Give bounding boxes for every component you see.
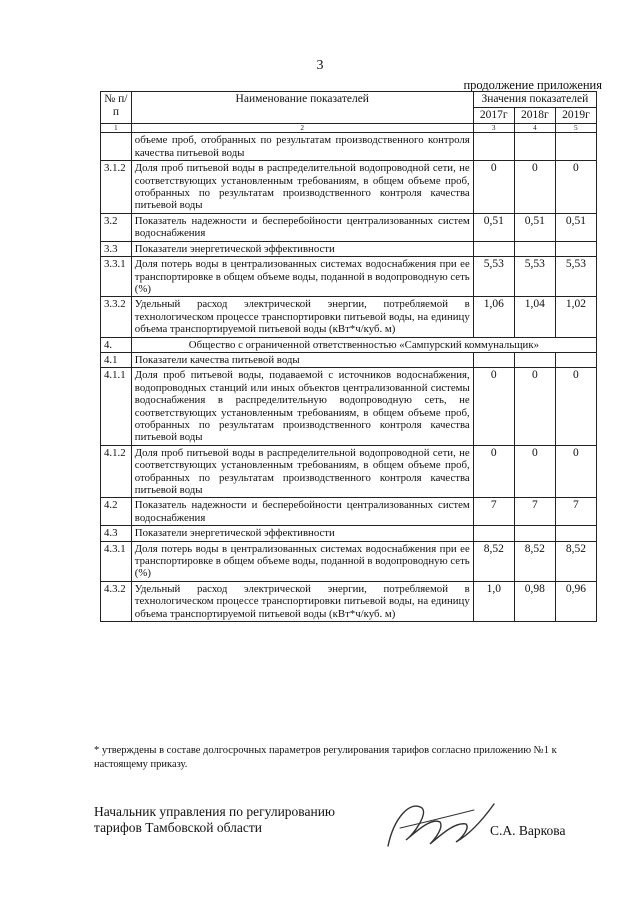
position-line: Начальник управления по регулированию bbox=[94, 804, 336, 819]
value-2017: 1,0 bbox=[473, 581, 514, 621]
handwritten-signature bbox=[370, 788, 510, 858]
value-2018 bbox=[514, 133, 555, 161]
indicator-name: Доля потерь воды в централизованных системах водоснабжения при ее транспортировке в общем объеме воды, поданной в водопроводную сеть (%) bbox=[131, 257, 473, 297]
indicator-name: Удельный расход электрической энергии, потребляемой в технологическом процессе транспортировки питьевой воды, на единицу объема транспортируемой питьевой воды (кВт*ч/куб. м) bbox=[131, 297, 473, 337]
value-2018: 8,52 bbox=[514, 541, 555, 581]
value-2019: 0,51 bbox=[555, 213, 596, 241]
table-section-row bbox=[101, 337, 597, 352]
value-2017 bbox=[473, 241, 514, 256]
column-index: 1 bbox=[101, 124, 132, 133]
value-2019: 0 bbox=[555, 445, 596, 498]
value-2018: 0,51 bbox=[514, 213, 555, 241]
page-number: 3 bbox=[316, 58, 324, 73]
value-2017: 0 bbox=[473, 161, 514, 214]
table-row bbox=[101, 581, 597, 621]
signatory-position bbox=[94, 804, 335, 835]
row-number: 3.1.2 bbox=[101, 161, 132, 214]
table-row bbox=[101, 257, 597, 297]
table-row bbox=[101, 297, 597, 337]
table-row bbox=[101, 526, 597, 541]
footnote: * утверждены в составе долгосрочных параметров регулирования тарифов согласно приложению №1 к настоящему приказу. bbox=[94, 745, 557, 770]
value-2018: 0 bbox=[514, 161, 555, 214]
row-number: 4. bbox=[101, 337, 132, 352]
value-2019: 5,53 bbox=[555, 257, 596, 297]
header-name: Наименование показателей bbox=[131, 92, 473, 124]
table-row bbox=[101, 368, 597, 445]
table-row bbox=[101, 498, 597, 526]
indicator-name: Доля проб питьевой воды в распределительной водопроводной сети, не соответствующих установленным требованиям, в общем объеме проб, отобранных по результатам производственного контроля качества питьевой воды bbox=[131, 161, 473, 214]
value-2018: 7 bbox=[514, 498, 555, 526]
value-2019: 1,02 bbox=[555, 297, 596, 337]
value-2019 bbox=[555, 241, 596, 256]
indicator-name: Показатели энергетической эффективности bbox=[131, 241, 473, 256]
position-line: тарифов Тамбовской области bbox=[94, 819, 262, 835]
value-2019: 7 bbox=[555, 498, 596, 526]
organization-section-title: Общество с ограниченной ответственностью «Сампурский коммунальщик» bbox=[131, 337, 596, 352]
value-2019: 0 bbox=[555, 161, 596, 214]
row-number: 4.1.1 bbox=[101, 368, 132, 445]
value-2018 bbox=[514, 526, 555, 541]
indicators-table bbox=[100, 91, 597, 622]
row-number: 4.1 bbox=[101, 352, 132, 367]
indicator-name: объеме проб, отобранных по результатам производственного контроля качества питьевой воды bbox=[131, 133, 473, 161]
indicator-name: Показатель надежности и бесперебойности централизованных систем водоснабжения bbox=[131, 498, 473, 526]
header-num: № п/п bbox=[101, 92, 132, 124]
value-2017: 8,52 bbox=[473, 541, 514, 581]
column-index: 2 bbox=[131, 124, 473, 133]
row-number: 3.3.2 bbox=[101, 297, 132, 337]
indicator-name: Удельный расход электрической энергии, потребляемой в технологическом процессе транспортировки питьевой воды, на единицу объема транспортируемой питьевой воды (кВт*ч/куб. м) bbox=[131, 581, 473, 621]
value-2018: 1,04 bbox=[514, 297, 555, 337]
value-2017 bbox=[473, 526, 514, 541]
table-row bbox=[101, 161, 597, 214]
value-2017: 0 bbox=[473, 445, 514, 498]
row-number: 4.1.2 bbox=[101, 445, 132, 498]
value-2017 bbox=[473, 352, 514, 367]
value-2018: 0 bbox=[514, 368, 555, 445]
row-number: 3.3.1 bbox=[101, 257, 132, 297]
row-number: 4.3 bbox=[101, 526, 132, 541]
value-2018 bbox=[514, 352, 555, 367]
table-row bbox=[101, 445, 597, 498]
value-2019: 8,52 bbox=[555, 541, 596, 581]
indicator-name: Показатели энергетической эффективности bbox=[131, 526, 473, 541]
value-2017: 0 bbox=[473, 368, 514, 445]
row-number: 4.2 bbox=[101, 498, 132, 526]
column-index-row bbox=[101, 124, 597, 133]
table-row bbox=[101, 213, 597, 241]
value-2018 bbox=[514, 241, 555, 256]
value-2017: 0,51 bbox=[473, 213, 514, 241]
value-2017: 1,06 bbox=[473, 297, 514, 337]
value-2018: 0 bbox=[514, 445, 555, 498]
table-row bbox=[101, 541, 597, 581]
value-2019 bbox=[555, 133, 596, 161]
value-2017 bbox=[473, 133, 514, 161]
indicator-name: Доля проб питьевой воды в распределительной водопроводной сети, не соответствующих установленным требованиям, в общем объеме проб, отобранных по результатам производственного контроля качества питьевой воды bbox=[131, 445, 473, 498]
indicator-name: Доля потерь воды в централизованных системах водоснабжения при ее транспортировке в общем объеме воды, поданной в водопроводную сеть (%) bbox=[131, 541, 473, 581]
table-row bbox=[101, 133, 597, 161]
row-number: 4.3.2 bbox=[101, 581, 132, 621]
signatory-name: С.А. Варкова bbox=[490, 823, 566, 838]
value-2017: 7 bbox=[473, 498, 514, 526]
value-2019: 0,96 bbox=[555, 581, 596, 621]
indicator-name: Показатели качества питьевой воды bbox=[131, 352, 473, 367]
value-2019 bbox=[555, 526, 596, 541]
column-index: 5 bbox=[555, 124, 596, 133]
column-index: 3 bbox=[473, 124, 514, 133]
value-2018: 5,53 bbox=[514, 257, 555, 297]
row-number: 4.3.1 bbox=[101, 541, 132, 581]
indicator-name: Доля проб питьевой воды, подаваемой с источников водоснабжения, водопроводных станций или иных объектов централизованной системы водоснабжения в распределительную водопроводную сеть, не соответствующих установленным требованиям, в общем объеме проб, отобранных по результатам производственного контроля качества питьевой воды bbox=[131, 368, 473, 445]
header-year-2017: 2017г bbox=[473, 108, 514, 124]
value-2017: 5,53 bbox=[473, 257, 514, 297]
row-number: 3.3 bbox=[101, 241, 132, 256]
table-row bbox=[101, 352, 597, 367]
row-number bbox=[101, 133, 132, 161]
value-2019: 0 bbox=[555, 368, 596, 445]
value-2018: 0,98 bbox=[514, 581, 555, 621]
table-row bbox=[101, 241, 597, 256]
value-2019 bbox=[555, 352, 596, 367]
row-number: 3.2 bbox=[101, 213, 132, 241]
indicator-name: Показатель надежности и бесперебойности централизованных систем водоснабжения bbox=[131, 213, 473, 241]
column-index: 4 bbox=[514, 124, 555, 133]
header-year-2019: 2019г bbox=[555, 108, 596, 124]
header-year-2018: 2018г bbox=[514, 108, 555, 124]
header-values: Значения показателей bbox=[473, 92, 596, 108]
continuation-label: продолжение приложения bbox=[463, 78, 602, 92]
